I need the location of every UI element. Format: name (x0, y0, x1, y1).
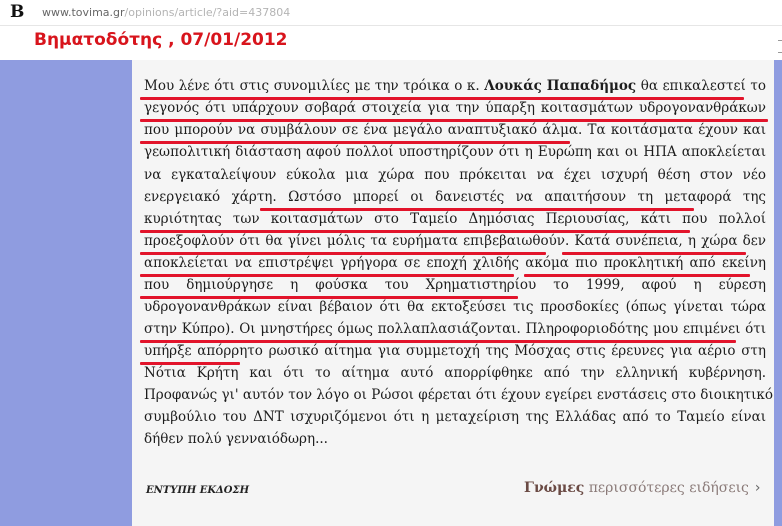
article-line: που δημιούργησε η φούσκα του Χρηματιστηρίου το 1999, αφού η εύρεση (144, 277, 766, 293)
highlight-underline (140, 340, 736, 343)
highlight-underline (140, 362, 240, 365)
highlight-underline (524, 274, 750, 277)
article-line: Προφανώς γι' αυτόν τον λόγο οι Ρώσοι φέρεται ότι έχουν εγείρει ενστάσεις στο διοικητικό (144, 387, 774, 403)
article-line: Μου λένε ότι στις συνομιλίες με την τρόικα ο κ. Λουκάς Παπαδήμος θα επικαλεστεί το (144, 78, 766, 94)
address-url[interactable] (42, 6, 290, 19)
article-line: ενεργειακό χάρτη. Ωστόσο μπορεί οι δανειστές να απαιτήσουν τη μεταφορά της (144, 189, 766, 205)
column-title: Βηματοδότης , 07/01/2012 (34, 30, 288, 50)
highlight-underline (260, 208, 694, 211)
highlight-underline (140, 296, 518, 299)
article-line: που μπορούν να συμβάλουν σε ένα μεγάλο αναπτυξιακό άλμα. Τα κοιτάσματα έχουν και (144, 122, 766, 138)
highlight-underline (140, 119, 768, 122)
site-favicon: B (10, 2, 25, 22)
article-line: γεγονός ότι υπάρχουν σοβαρά στοιχεία για την ύπαρξη κοιτασμάτων υδρογονανθράκων (144, 100, 766, 116)
url-path: /opinions/article/?aid=437804 (124, 6, 291, 19)
article-line: στην Κύπρο). Οι μνηστήρες όμως πολλαπλασιάζονται. Πληροφοριοδότης μου επιμένει ότι (144, 321, 766, 337)
browser-topbar (0, 0, 782, 26)
right-side-strip (774, 60, 782, 526)
more-link-text: περισσότερες ειδήσεις (584, 480, 749, 496)
print-edition-label: ΕΝΤΥΠΗ ΕΚΔΟΣΗ (146, 485, 250, 496)
more-opinions-link[interactable] (524, 480, 761, 496)
highlight-underline (140, 141, 570, 144)
highlight-underline (140, 252, 546, 255)
person-name: Λουκάς Παπαδήμος (484, 78, 637, 94)
article-line: δήθεν πολύ γενναιόδωρη... (144, 431, 328, 447)
chevron-right-icon: › (754, 480, 761, 496)
highlight-underline (562, 252, 746, 255)
article-line: κυριότητας των κοιτασμάτων στο Ταμείο Δημόσιας Περιουσίας, κάτι που πολλοί (144, 211, 766, 227)
more-link-section: Γνώμες (524, 480, 585, 496)
article-line: Νότια Κρήτη και ότι το αίτημα αυτό απορρίφθηκε από την ελληνική κυβέρνηση. (144, 365, 766, 381)
article-line: γεωπολιτική διάσταση αφού πολλοί υποστηρίζουν ότι η Ευρώπη και οι ΗΠΑ αποκλείεται (144, 144, 766, 160)
url-domain: www.tovima.gr (42, 6, 125, 19)
left-side-strip (0, 60, 132, 526)
article-line: συμβούλιο του ΔΝΤ ισχυριζόμενοι ότι η μεταχείριση της Ελλάδας από το Ταμείο είναι (144, 409, 766, 425)
highlight-underline (140, 97, 744, 100)
article-line: υπήρξε απόρρητο ρωσικό αίτημα για συμμετοχή της Μόσχας στις έρευνες για αέριο στη (144, 343, 766, 359)
article-body (132, 60, 774, 526)
article-line: υδρογονανθράκων είναι βέβαιον ότι θα εκτοξεύσει τις προσδοκίες (όπως γίνεται τώρα (144, 299, 766, 315)
highlight-underline (140, 274, 514, 277)
article-line: προεξοφλούν ότι θα γίνει μόλις τα ευρήματα επιβεβαιωθούν. Κατά συνέπεια, η χώρα δεν (144, 233, 766, 249)
article-line: αποκλείεται να επιστρέψει γρήγορα σε εποχή χλιδής ακόμα πιο προκλητική από εκείνη (144, 255, 766, 271)
article-line: να εγκαταλείψουν εύκολα μια χώρα που πρόκειται να έχει ισχυρή θέση στον νέο (144, 167, 766, 183)
highlight-underline (140, 230, 690, 233)
